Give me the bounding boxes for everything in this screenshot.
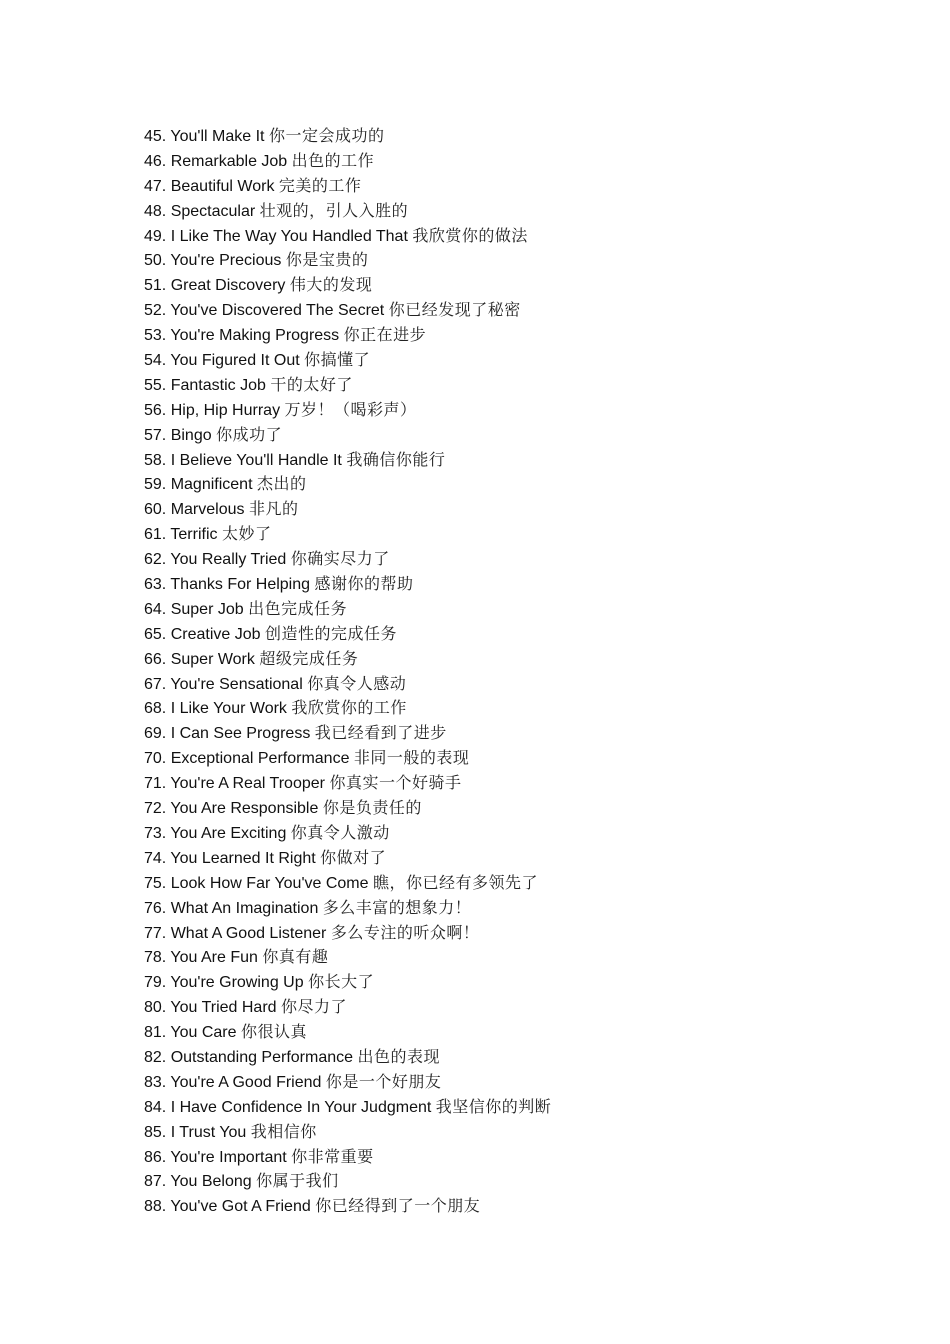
item-number: 70. bbox=[144, 750, 167, 768]
item-number: 66. bbox=[144, 650, 167, 668]
chinese-translation: 非凡的 bbox=[248, 499, 299, 519]
list-item bbox=[144, 896, 551, 921]
item-number: 55. bbox=[144, 376, 167, 394]
list-item bbox=[144, 174, 551, 199]
english-phrase: You're A Good Friend bbox=[170, 1073, 322, 1091]
chinese-translation: 完美的工作 bbox=[278, 175, 362, 195]
chinese-translation: 你很认真 bbox=[240, 1022, 307, 1042]
english-phrase: Super Work bbox=[170, 650, 255, 668]
list-item bbox=[144, 945, 551, 970]
item-number: 71. bbox=[144, 775, 167, 793]
english-phrase: Marvelous bbox=[170, 501, 245, 519]
list-item bbox=[144, 423, 551, 448]
chinese-translation: 杰出的 bbox=[256, 474, 307, 494]
chinese-translation: 壮观的，引人入胜的 bbox=[259, 200, 409, 220]
list-item bbox=[144, 647, 551, 672]
list-item bbox=[144, 1020, 551, 1045]
list-item bbox=[144, 1169, 551, 1194]
english-phrase: You've Got A Friend bbox=[170, 1198, 311, 1216]
item-number: 88. bbox=[144, 1198, 167, 1216]
english-phrase: You Really Tried bbox=[170, 551, 287, 569]
item-number: 76. bbox=[144, 899, 167, 917]
phrase-list bbox=[144, 124, 551, 1219]
english-phrase: I Believe You'll Handle It bbox=[170, 451, 342, 469]
chinese-translation: 出色的工作 bbox=[291, 150, 375, 170]
english-phrase: Spectacular bbox=[170, 202, 256, 220]
chinese-translation: 超级完成任务 bbox=[259, 648, 359, 668]
list-item bbox=[144, 1145, 551, 1170]
list-item bbox=[144, 472, 551, 497]
item-number: 85. bbox=[144, 1123, 167, 1141]
item-number: 61. bbox=[144, 526, 167, 544]
chinese-translation: 出色完成任务 bbox=[248, 598, 348, 618]
item-number: 46. bbox=[144, 152, 167, 170]
list-item bbox=[144, 448, 551, 473]
item-number: 83. bbox=[144, 1073, 167, 1091]
chinese-translation: 我已经看到了进步 bbox=[314, 723, 447, 743]
english-phrase: Hip, Hip Hurray bbox=[170, 401, 281, 419]
chinese-translation: 感谢你的帮助 bbox=[314, 574, 414, 594]
chinese-translation: 出色的表现 bbox=[357, 1046, 440, 1066]
item-number: 77. bbox=[144, 924, 167, 942]
item-number: 62. bbox=[144, 551, 167, 569]
chinese-translation: 我相信你 bbox=[250, 1121, 317, 1141]
chinese-translation: 你搞懂了 bbox=[304, 350, 371, 370]
list-item bbox=[144, 821, 551, 846]
english-phrase: You Tried Hard bbox=[170, 999, 277, 1017]
english-phrase: Beautiful Work bbox=[170, 177, 275, 195]
english-phrase: Exceptional Performance bbox=[170, 750, 350, 768]
english-phrase: You're Sensational bbox=[170, 675, 303, 693]
item-number: 74. bbox=[144, 849, 167, 867]
chinese-translation: 你真实一个好骑手 bbox=[329, 773, 462, 793]
item-number: 87. bbox=[144, 1173, 167, 1191]
item-number: 52. bbox=[144, 302, 167, 320]
chinese-translation: 你是负责任的 bbox=[322, 798, 422, 818]
english-phrase: You've Discovered The Secret bbox=[170, 302, 385, 320]
english-phrase: What An Imagination bbox=[170, 899, 319, 917]
chinese-translation: 伟大的发现 bbox=[289, 275, 373, 295]
english-phrase: Bingo bbox=[170, 426, 212, 444]
english-phrase: You Are Responsible bbox=[170, 800, 319, 818]
item-number: 51. bbox=[144, 277, 167, 295]
chinese-translation: 你做对了 bbox=[320, 847, 387, 867]
list-item bbox=[144, 746, 551, 771]
item-number: 50. bbox=[144, 252, 167, 270]
chinese-translation: 我欣赏你的工作 bbox=[291, 698, 407, 718]
list-item bbox=[144, 572, 551, 597]
chinese-translation: 我欣赏你的做法 bbox=[412, 225, 528, 245]
list-item bbox=[144, 622, 551, 647]
english-phrase: I Can See Progress bbox=[170, 725, 311, 743]
chinese-translation: 你真令人感动 bbox=[307, 673, 407, 693]
english-phrase: I Like Your Work bbox=[170, 700, 287, 718]
chinese-translation: 你长大了 bbox=[308, 972, 375, 992]
list-item bbox=[144, 921, 551, 946]
item-number: 47. bbox=[144, 177, 167, 195]
english-phrase: Fantastic Job bbox=[170, 376, 266, 394]
english-phrase: You Are Fun bbox=[170, 949, 258, 967]
chinese-translation: 你非常重要 bbox=[291, 1146, 374, 1166]
item-number: 73. bbox=[144, 824, 167, 842]
list-item bbox=[144, 1194, 551, 1219]
item-number: 67. bbox=[144, 675, 167, 693]
item-number: 63. bbox=[144, 576, 167, 594]
chinese-translation: 你已经发现了秘密 bbox=[388, 300, 521, 320]
item-number: 80. bbox=[144, 999, 167, 1017]
english-phrase: Magnificent bbox=[170, 476, 253, 494]
list-item bbox=[144, 497, 551, 522]
chinese-translation: 你正在进步 bbox=[343, 325, 427, 345]
english-phrase: Terrific bbox=[170, 526, 218, 544]
item-number: 48. bbox=[144, 202, 167, 220]
english-phrase: Great Discovery bbox=[170, 277, 286, 295]
item-number: 58. bbox=[144, 451, 167, 469]
english-phrase: I Like The Way You Handled That bbox=[170, 227, 408, 245]
chinese-translation: 万岁！（喝彩声） bbox=[284, 399, 417, 419]
english-phrase: You're A Real Trooper bbox=[170, 775, 325, 793]
item-number: 82. bbox=[144, 1048, 167, 1066]
item-number: 79. bbox=[144, 974, 167, 992]
item-number: 57. bbox=[144, 426, 167, 444]
item-number: 59. bbox=[144, 476, 167, 494]
chinese-translation: 你是一个好朋友 bbox=[325, 1071, 442, 1091]
item-number: 45. bbox=[144, 128, 167, 145]
english-phrase: I Trust You bbox=[170, 1123, 247, 1141]
item-number: 60. bbox=[144, 501, 167, 519]
list-item bbox=[144, 1120, 551, 1145]
list-item bbox=[144, 1070, 551, 1095]
chinese-translation: 干的太好了 bbox=[270, 374, 353, 394]
chinese-translation: 非同一般的表现 bbox=[353, 748, 470, 768]
english-phrase: Remarkable Job bbox=[170, 152, 288, 170]
english-phrase: You Are Exciting bbox=[170, 824, 287, 842]
item-number: 68. bbox=[144, 700, 167, 718]
chinese-translation: 多么丰富的想象力！ bbox=[322, 897, 472, 917]
chinese-translation: 太妙了 bbox=[221, 524, 272, 544]
item-number: 64. bbox=[144, 600, 167, 618]
list-item bbox=[144, 846, 551, 871]
english-phrase: Look How Far You've Come bbox=[170, 874, 369, 892]
chinese-translation: 你真有趣 bbox=[262, 947, 329, 967]
list-item bbox=[144, 373, 551, 398]
english-phrase: You're Important bbox=[170, 1148, 287, 1166]
chinese-translation: 你尽力了 bbox=[281, 997, 348, 1017]
item-number: 81. bbox=[144, 1024, 167, 1042]
list-item bbox=[144, 398, 551, 423]
item-number: 78. bbox=[144, 949, 167, 967]
english-phrase: I Have Confidence In Your Judgment bbox=[170, 1098, 432, 1116]
english-phrase: You'll Make It bbox=[170, 128, 265, 145]
chinese-translation: 你真令人激动 bbox=[290, 822, 390, 842]
chinese-translation: 你确实尽力了 bbox=[290, 549, 390, 569]
chinese-translation: 瞧，你已经有多领先了 bbox=[372, 872, 538, 892]
chinese-translation: 我确信你能行 bbox=[346, 449, 446, 469]
english-phrase: Outstanding Performance bbox=[170, 1048, 354, 1066]
list-item bbox=[144, 149, 551, 174]
list-item bbox=[144, 224, 551, 249]
list-item bbox=[144, 1045, 551, 1070]
list-item bbox=[144, 248, 551, 273]
list-item bbox=[144, 597, 551, 622]
item-number: 69. bbox=[144, 725, 167, 743]
list-item bbox=[144, 323, 551, 348]
list-item bbox=[144, 547, 551, 572]
english-phrase: What A Good Listener bbox=[170, 924, 327, 942]
list-item bbox=[144, 1095, 551, 1120]
list-item bbox=[144, 273, 551, 298]
english-phrase: You Belong bbox=[170, 1173, 252, 1191]
chinese-translation: 我坚信你的判断 bbox=[435, 1096, 552, 1116]
english-phrase: You're Precious bbox=[170, 252, 282, 270]
chinese-translation: 创造性的完成任务 bbox=[264, 623, 397, 643]
item-number: 56. bbox=[144, 401, 167, 419]
item-number: 84. bbox=[144, 1098, 167, 1116]
list-item bbox=[144, 199, 551, 224]
item-number: 75. bbox=[144, 874, 167, 892]
chinese-translation: 你成功了 bbox=[216, 424, 283, 444]
english-phrase: You Care bbox=[170, 1024, 237, 1042]
list-item bbox=[144, 348, 551, 373]
english-phrase: You Learned It Right bbox=[170, 849, 316, 867]
english-phrase: Thanks For Helping bbox=[170, 576, 311, 594]
item-number: 86. bbox=[144, 1148, 167, 1166]
chinese-translation: 你是宝贵的 bbox=[285, 250, 369, 270]
list-item bbox=[144, 522, 551, 547]
english-phrase: Super Job bbox=[170, 600, 244, 618]
item-number: 54. bbox=[144, 352, 167, 370]
english-phrase: Creative Job bbox=[170, 625, 261, 643]
list-item bbox=[144, 771, 551, 796]
list-item bbox=[144, 970, 551, 995]
chinese-translation: 你一定会成功的 bbox=[268, 126, 385, 145]
item-number: 65. bbox=[144, 625, 167, 643]
item-number: 72. bbox=[144, 800, 167, 818]
list-item bbox=[144, 796, 551, 821]
item-number: 49. bbox=[144, 227, 167, 245]
list-item bbox=[144, 995, 551, 1020]
english-phrase: You're Making Progress bbox=[170, 327, 340, 345]
english-phrase: You Figured It Out bbox=[170, 352, 300, 370]
item-number: 53. bbox=[144, 327, 167, 345]
list-item bbox=[144, 696, 551, 721]
list-item bbox=[144, 871, 551, 896]
chinese-translation: 你属于我们 bbox=[256, 1171, 339, 1191]
list-item bbox=[144, 124, 551, 149]
list-item bbox=[144, 721, 551, 746]
chinese-translation: 多么专注的听众啊！ bbox=[330, 922, 480, 942]
list-item bbox=[144, 298, 551, 323]
chinese-translation: 你已经得到了一个朋友 bbox=[315, 1196, 481, 1216]
list-item bbox=[144, 672, 551, 697]
english-phrase: You're Growing Up bbox=[170, 974, 304, 992]
